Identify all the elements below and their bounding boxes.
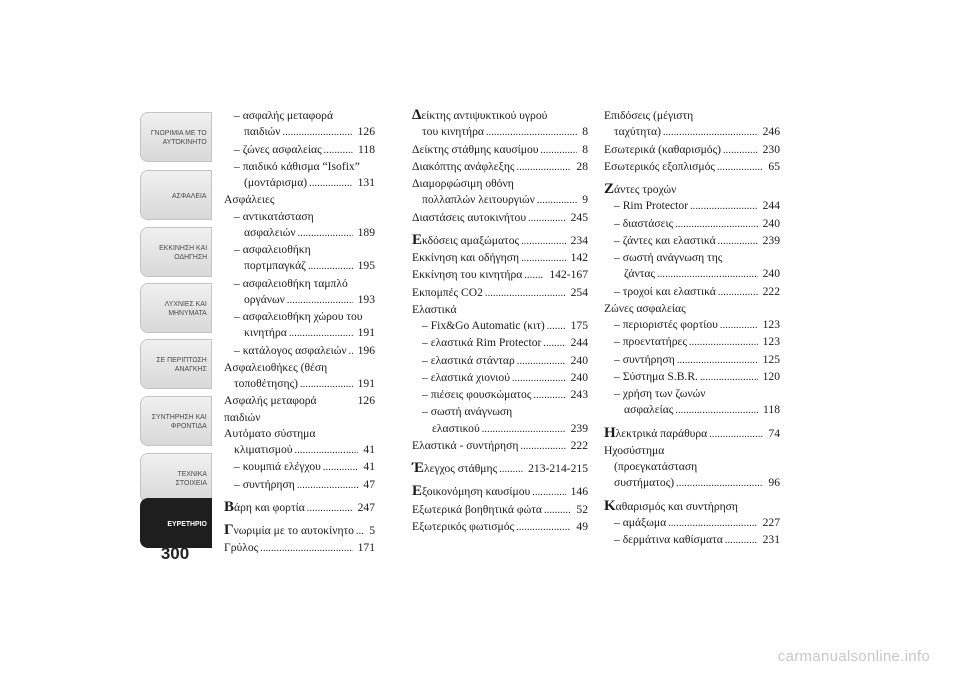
page-ref: 9 [582,193,588,207]
index-entry[interactable] [412,318,588,335]
index-entry[interactable] [604,334,780,351]
leader-dots [547,319,566,335]
section-tab-5[interactable] [140,339,212,389]
entry-text: Διακόπτης ανάφλεξης [412,159,515,173]
leader-dots [720,318,758,334]
page-number: 300 [160,544,190,563]
entry-text: οργάνων [244,292,285,306]
index-entry[interactable] [604,182,780,198]
index-entry[interactable] [604,233,780,250]
index-entry[interactable] [224,426,375,460]
section-tab-2[interactable] [140,170,212,220]
entry-text: Εκκίνηση του κινητήρα [412,268,523,282]
leader-dots [689,335,758,351]
entry-text: – ασφαλής μεταφορά [234,109,334,122]
index-entry[interactable] [412,210,588,227]
leader-dots [298,226,353,242]
section-tab-label: ΕΚΚΙΝΗΣΗ ΚΑΙ ΟΔΗΓΗΣΗ [159,243,207,261]
index-entry[interactable] [412,267,588,284]
leader-dots [512,371,566,387]
leader-dots [349,344,353,360]
page-ref: 247 [357,500,375,514]
leader-dots [520,439,565,455]
page-ref: 49 [576,519,588,533]
section-tab-label: ΑΣΦΑΛΕΙΑ [172,190,207,200]
index-entry[interactable] [604,250,780,284]
leader-dots [528,211,566,227]
leader-dots [543,336,565,352]
leader-dots [517,160,572,176]
index-entry[interactable] [224,360,375,394]
entry-text: – σωστή ανάγνωση [422,405,513,419]
section-tab-6[interactable] [140,396,212,446]
entry-text: – σωστή ανάγνωση της [614,251,723,264]
entry-text: ασφαλειών [244,225,296,239]
entry-text: κλιματισμού [234,443,293,456]
entry-text [412,108,547,124]
page-ref: 96 [768,476,780,490]
entry-text: – κατάλογος ασφαλειών [234,343,347,357]
page-ref: 240 [570,353,588,367]
page-ref: 41 [363,460,375,474]
index-entry[interactable] [412,108,588,142]
index-entry[interactable] [604,142,780,159]
entry-text: – ασφαλειοθήκη [234,243,311,256]
index-entry[interactable] [224,192,375,208]
page-ref: 240 [762,267,780,281]
leader-dots [532,485,565,501]
leader-dots [287,293,353,309]
entry-text: Γρύλος [224,541,259,555]
page-ref: 142 [570,251,588,264]
entry-text: Εξωτερικός φωτισμός [412,519,515,533]
index-entry[interactable] [412,502,588,519]
page-ref: 41 [363,443,375,456]
entry-text: – ζάντες και ελαστικά [614,233,716,247]
index-entry[interactable] [224,159,375,193]
entry-text: – αντικατάσταση [234,209,314,223]
entry-text: πολλαπλών λειτουργιών [422,193,535,207]
leader-dots [486,125,577,141]
leader-dots [675,403,758,419]
page-ref: 234 [570,233,588,247]
index-entry[interactable] [412,519,588,536]
section-tab-7[interactable] [140,453,212,503]
entry-text: – Σύστημα S.B.R. [614,369,698,383]
index-entry[interactable] [412,461,588,478]
leader-dots [544,503,571,519]
entry-text-rest: λεγχος στάθμης [423,462,498,475]
entry-text: – ελαστικά χιονιού [422,370,510,384]
section-tab-label: ΛΥΧΝΙΕΣ ΚΑΙ ΜΗΝΥΜΑΤΑ [164,299,207,317]
leader-dots [521,251,566,267]
page-ref: 146 [570,485,588,499]
index-entry[interactable] [412,335,588,352]
leader-dots [537,193,577,209]
page-ref: 240 [570,370,588,384]
entry-text: Ζώνες ασφαλείας [604,301,686,315]
page-ref: 239 [570,421,588,435]
index-entry[interactable] [604,426,780,443]
page-ref: 123 [762,335,780,349]
index-column-1 [224,108,375,558]
index-entry[interactable] [224,343,375,360]
entry-text: – προεντατήρες [614,335,687,349]
index-column-3 [604,108,780,549]
leader-dots [300,377,353,393]
index-entry[interactable] [412,233,588,250]
entry-text [412,484,530,500]
section-tab-label: ΣΕ ΠΕΡΙΠΤΩΣΗ ΑΝΑΓΚΗΣ [156,355,207,373]
entry-text-rest: αθαρισμός και συντήρηση [615,499,738,513]
index-entry[interactable] [224,209,375,243]
entry-text: – ασφαλειοθήκη ταμπλό [234,276,348,290]
leader-dots [725,533,758,549]
entry-text: ταχύτητα) [614,125,661,139]
index-letter: Ε [412,231,423,248]
index-entry[interactable] [412,484,588,501]
entry-text: – ελαστικά Rim Protector [422,336,542,350]
page-ref: 126 [357,125,375,139]
index-entry[interactable] [412,285,588,302]
leader-dots [657,267,758,283]
page-ref: 125 [762,352,780,366]
index-letter: Ζ [604,181,615,197]
leader-dots [308,259,353,275]
index-entry[interactable] [224,309,375,343]
index-entry[interactable] [604,317,780,334]
entry-text-rest: ξοικονόμηση καυσίμου [422,485,531,499]
entry-text-rest: άρη και φορτία [234,500,305,514]
page-ref: 28 [576,159,588,173]
entry-text: ελαστικού [432,421,480,435]
entry-text: – ασφαλειοθήκη χώρου του [234,310,363,323]
leader-dots [323,460,359,476]
index-entry[interactable] [224,540,375,557]
page-ref: 193 [357,292,375,306]
page-ref: 171 [357,541,375,555]
section-tab-1[interactable] [140,112,212,162]
entry-text: – κουμπιά ελέγχου [234,460,321,474]
leader-dots [533,388,565,404]
leader-dots [482,422,566,438]
page-ref: 189 [357,225,375,239]
leader-dots [676,476,763,492]
index-entry[interactable] [224,393,375,426]
index-entry[interactable] [604,198,780,215]
entry-text-rest: λεκτρικά παράθυρα [615,426,708,440]
page-ref: 231 [762,533,780,546]
index-entry[interactable] [604,159,780,176]
section-tab-4[interactable] [140,283,212,333]
index-entry[interactable] [224,242,375,276]
page-ref: 222 [762,284,780,298]
index-letter: Κ [604,497,616,514]
page-ref: 47 [363,477,375,491]
page-ref: 118 [358,142,375,156]
entry-text [224,523,354,539]
entry-text: – ελαστικά στάνταρ [422,353,515,367]
entry-text: Εσωτερικά (καθαρισμός) [604,142,722,156]
index-entry[interactable] [412,387,588,404]
page-ref: 243 [570,388,588,401]
entry-text: – ζώνες ασφαλείας [234,142,322,156]
entry-text: ζάντας [624,267,656,281]
leader-dots [675,217,757,233]
page-ref: 245 [570,210,588,224]
section-tab-label: ΣΥΝΤΗΡΗΣΗ ΚΑΙ ΦΡΟΝΤΙΔΑ [152,412,207,430]
page-ref: 239 [762,233,780,247]
index-entry[interactable] [604,443,780,493]
entry-text: πορτμπαγκάζ [244,259,306,273]
index-entry[interactable] [604,284,780,301]
entry-text [604,499,738,515]
index-entry[interactable] [412,370,588,387]
entry-text: – συντήρηση [614,352,675,366]
entry-text: Ελαστικά - συντήρηση [412,438,519,452]
leader-dots [307,501,353,517]
page-ref: 126 [357,394,375,408]
leader-dots [663,125,758,141]
index-entry[interactable] [412,250,588,267]
page-ref: 244 [762,199,780,213]
entry-text: Δείκτης στάθμης καυσίμου [412,142,539,156]
leader-dots [677,353,758,369]
index-entry[interactable] [412,302,588,318]
section-tab-label: ΕΥΡΕΤΗΡΙΟ [167,518,207,528]
entry-text: του κινητήρα [422,125,484,139]
leader-dots [324,143,353,159]
index-letter: Έ [412,460,424,476]
entry-text: παιδιών [244,125,281,139]
entry-text: Ασφάλειες [224,193,275,207]
entry-text: – Rim Protector [614,199,689,213]
page-ref: 8 [582,125,588,139]
entry-text [412,461,497,477]
entry-text: – διαστάσεις [614,216,674,230]
entry-text: – χρήση των ζωνών [614,387,706,400]
page-ref: 230 [762,142,780,156]
entry-text [412,233,519,249]
entry-text: Ηχοσύστημα [604,443,665,457]
entry-text [604,182,676,198]
index-letter: Γ [224,522,234,538]
entry-text: Ελαστικά [412,302,457,316]
page-ref: 120 [762,369,780,383]
page-ref: 74 [768,426,780,440]
leader-dots [297,478,359,494]
leader-dots [690,199,758,215]
page-ref: 123 [762,318,780,331]
entry-text-rest: είκτης αντιψυκτικού υγρού [421,109,548,122]
index-entry[interactable] [604,216,780,233]
entry-text: κινητήρα [244,326,287,340]
entry-text: Ασφαλής μεταφορά παιδιών [224,394,317,424]
page-ref: 118 [763,403,780,417]
entry-text: Διαστάσεις αυτοκινήτου [412,210,527,224]
entry-text [604,426,707,442]
leader-dots [260,541,352,557]
index-entry[interactable] [224,459,375,476]
index-letter: Δ [412,107,422,123]
leader-dots [289,326,353,342]
page-ref: 191 [357,326,375,340]
index-entry[interactable] [412,159,588,176]
entry-text: Εξωτερικά βοηθητικά φώτα [412,502,542,516]
leader-dots [668,516,757,532]
page-ref: 196 [357,343,375,357]
leader-dots [356,524,364,540]
entry-text: – πιέσεις φουσκώματος [422,388,532,401]
index-entry[interactable] [604,532,780,549]
entry-text [224,500,305,516]
leader-dots [700,370,758,386]
page-ref: 227 [762,515,780,529]
leader-dots [516,520,571,536]
leader-dots [499,462,523,478]
page-ref: 246 [762,125,780,139]
index-column-2 [412,108,588,536]
entry-text: – συντήρηση [234,477,295,491]
index-entry[interactable] [224,108,375,142]
entry-text: Εκκίνηση και οδήγηση [412,251,520,264]
page-ref: 254 [570,285,588,299]
index-entry[interactable] [604,499,780,515]
index-entry[interactable] [412,404,588,438]
entry-text: Αυτόματο σύστημα [224,426,316,440]
entry-text: Εκπομπές CO2 [412,285,483,299]
entry-text-rest: νωριμία με το αυτοκίνητο [233,524,354,537]
index-entry[interactable] [604,369,780,386]
index-entry[interactable] [224,276,375,310]
leader-dots [524,268,544,284]
page-ref: 191 [357,377,375,390]
leader-dots [717,160,763,176]
index-entry[interactable] [604,352,780,369]
leader-dots [295,443,359,459]
index-entry[interactable] [412,176,588,210]
entry-text: Εσωτερικός εξοπλισμός [604,159,715,173]
page-ref: 195 [357,259,375,273]
entry-text: Διαμορφώσιμη οθόνη [412,177,514,190]
index-entry[interactable] [604,108,780,142]
page-ref: 8 [582,142,588,156]
leader-dots [723,143,758,159]
entry-text: (μοντάρισμα) [244,176,308,189]
index-letter: Β [224,498,235,515]
page-ref: 5 [369,524,375,537]
page-ref: 222 [570,438,588,452]
entry-text: – δερμάτινα καθίσματα [614,533,723,546]
entry-text: – τροχοί και ελαστικά [614,284,716,298]
index-entry[interactable] [412,142,588,159]
leader-dots [283,125,353,141]
page-ref: 142-167 [549,268,588,282]
entry-text: (προεγκατάσταση [614,460,698,473]
watermark: carmanualsonline.info [777,648,930,665]
index-letter: Ε [412,483,423,500]
leader-dots [309,176,352,192]
leader-dots [517,354,566,370]
entry-text: – αμάξωμα [614,515,667,529]
entry-text: ασφαλείας [624,403,674,417]
index-entry[interactable] [224,500,375,517]
leader-dots [485,286,566,302]
page-ref: 240 [762,216,780,230]
leader-dots [540,143,577,159]
index-entry[interactable] [604,301,780,317]
leader-dots [718,285,758,301]
index-letter: Η [604,424,616,441]
index-entry[interactable] [412,438,588,455]
page-ref: 175 [570,319,588,332]
leader-dots [521,234,566,250]
index-entry[interactable] [224,523,375,540]
index-entry[interactable] [604,515,780,532]
entry-text: Επιδόσεις (μέγιστη [604,109,694,122]
index-entry[interactable] [604,386,780,420]
entry-text: Ασφαλειοθήκες (θέση [224,360,328,374]
leader-dots [709,427,763,443]
page-ref: 65 [768,159,780,173]
page-ref: 131 [357,176,375,189]
page-ref: 52 [576,502,588,516]
entry-text: – παιδικό κάθισμα “Isofix” [234,159,360,173]
entry-text: – Fix&Go Automatic (κιτ) [422,319,545,332]
entry-text-rest: άντες τροχών [614,183,677,196]
page-ref: 213-214-215 [528,462,588,475]
entry-text: – περιοριστές φορτίου [614,318,718,331]
index-entry[interactable] [224,477,375,494]
section-tab-label: ΓΝΩΡΙΜΙΑ ΜΕ ΤΟ ΑΥΤΟΚΙΝΗΤΟ [151,128,207,146]
entry-text: τοποθέτησης) [234,377,299,390]
index-entry[interactable] [412,353,588,370]
section-tab-3[interactable] [140,227,212,277]
leader-dots [718,234,758,250]
index-entry[interactable] [224,142,375,159]
entry-text: συστήματος) [614,476,675,490]
page-ref: 244 [570,336,588,350]
entry-text-rest: κδόσεις αμαξώματος [422,233,520,247]
section-tab-8[interactable] [140,498,212,548]
section-tab-label: ΤΕΧΝΙΚΑ ΣΤΟΙΧΕΙΑ [175,469,207,487]
